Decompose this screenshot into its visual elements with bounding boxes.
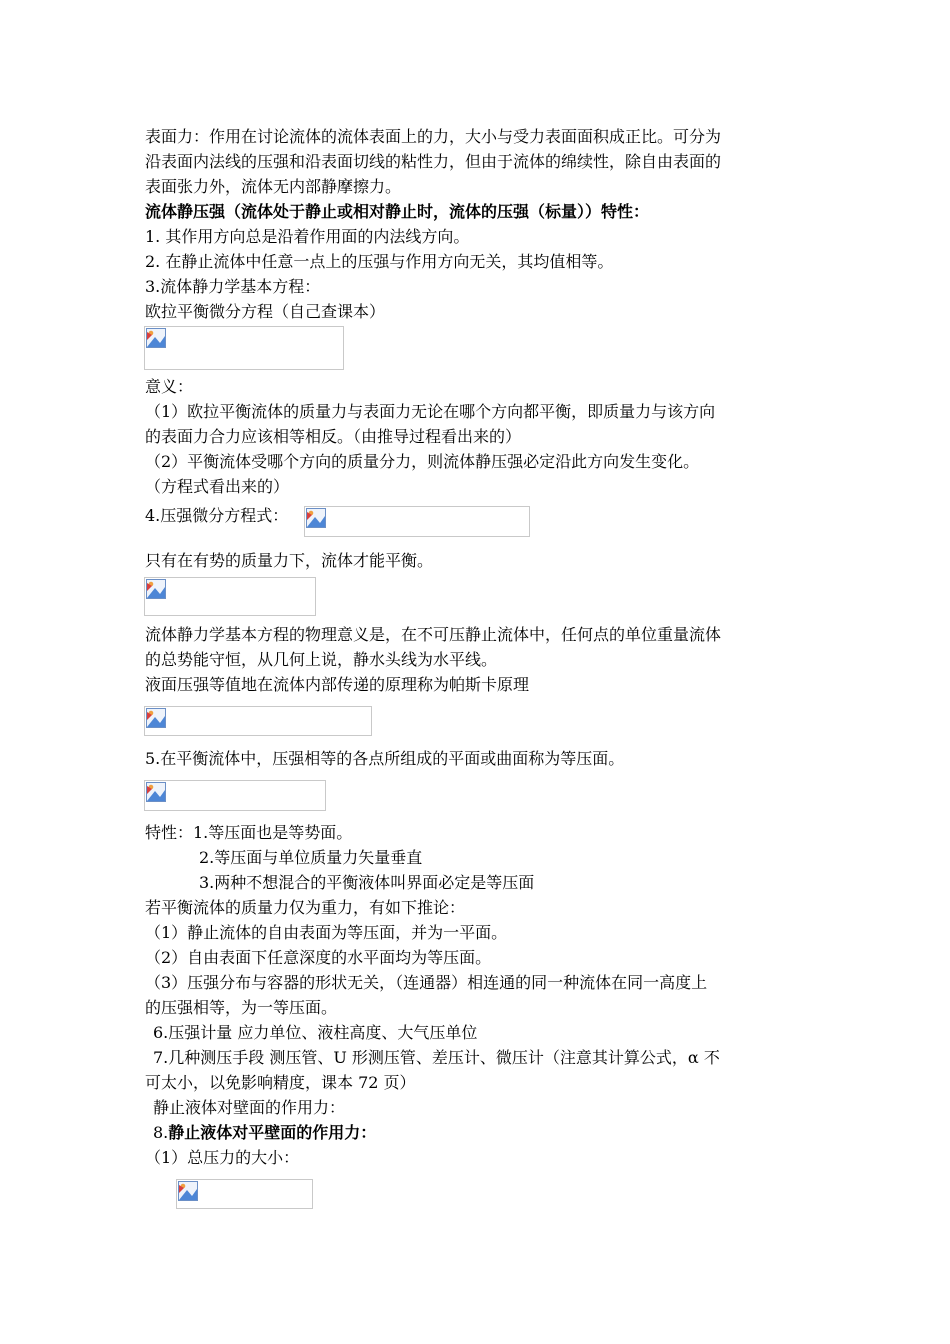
list-item: 3.两种不想混合的平衡液体叫界面必定是等压面 <box>199 873 535 892</box>
pascal-equation-image <box>144 706 372 736</box>
broken-image-icon <box>146 708 166 728</box>
paragraph-line: 表面力：作用在讨论流体的流体表面上的力，大小与受力表面面积成正比。可分为 <box>145 127 722 146</box>
paragraph-line: 意义： <box>145 377 194 396</box>
paragraph-line: （方程式看出来的） <box>145 477 290 496</box>
paragraph-line: 3.流体静力学基本方程： <box>145 277 321 296</box>
hydrostatic-equation-image <box>144 577 316 616</box>
paragraph-line: 静止液体对壁面的作用力： <box>153 1098 346 1117</box>
total-pressure-image <box>176 1179 313 1209</box>
paragraph-line: 沿表面内法线的压强和沿表面切线的粘性力，但由于流体的绵续性，除自由表面的 <box>145 152 722 171</box>
pressure-differential-equation-image <box>304 506 530 537</box>
list-item: 2.等压面与单位质量力矢量垂直 <box>199 848 423 867</box>
paragraph-line: （1）静止流体的自由表面为等压面，并为一平面。 <box>145 923 508 942</box>
broken-image-icon <box>306 508 326 528</box>
paragraph-line: （2）自由表面下任意深度的水平面均为等压面。 <box>145 948 492 967</box>
broken-image-icon <box>146 782 166 802</box>
paragraph-line: 欧拉平衡微分方程（自己查课本） <box>145 302 386 321</box>
paragraph-line: 特性：1.等压面也是等势面。 <box>145 823 353 842</box>
broken-image-icon <box>178 1181 198 1201</box>
section-title: 静止液体对平壁面的作用力： <box>168 1123 377 1142</box>
paragraph-line: 只有在有势的质量力下，流体才能平衡。 <box>145 551 434 570</box>
section-number: 8. <box>153 1123 169 1142</box>
broken-image-icon <box>146 579 166 599</box>
paragraph-line: （2）平衡流体受哪个方向的质量分力，则流体静压强必定沿此方向发生变化。 <box>145 452 700 471</box>
paragraph-line: （3）压强分布与容器的形状无关，（连通器）相连通的同一种流体在同一高度上 <box>145 973 708 992</box>
paragraph-line: 6.压强计量 应力单位、液柱高度、大气压单位 <box>153 1023 478 1042</box>
paragraph-line: （1）总压力的大小： <box>145 1148 300 1167</box>
paragraph-line: 可太小，以免影响精度，课本 72 页） <box>145 1073 416 1092</box>
list-item: 2. 在静止流体中任意一点上的压强与作用方向无关，其均值相等。 <box>145 252 614 271</box>
paragraph-line: （1）欧拉平衡流体的质量力与表面力无论在哪个方向都平衡，即质量力与该方向 <box>145 402 716 421</box>
paragraph-line: 5.在平衡流体中，压强相等的各点所组成的平面或曲面称为等压面。 <box>145 749 625 768</box>
paragraph-line: 4.压强微分方程式： <box>145 506 289 525</box>
paragraph-line: 若平衡流体的质量力仅为重力，有如下推论： <box>145 898 466 917</box>
list-item: 1. 其作用方向总是沿着作用面的内法线方向。 <box>145 227 470 246</box>
paragraph-line: 流体静力学基本方程的物理意义是，在不可压静止流体中，任何点的单位重量流体 <box>145 625 722 644</box>
paragraph-line: 的总势能守恒，从几何上说，静水头线为水平线。 <box>145 650 498 669</box>
section-heading: 流体静压强（流体处于静止或相对静止时，流体的压强（标量））特性： <box>145 202 650 221</box>
paragraph-line: 的表面力合力应该相等相反。（由推导过程看出来的） <box>145 427 522 446</box>
paragraph-line: 液面压强等值地在流体内部传递的原理称为帕斯卡原理 <box>145 675 530 694</box>
section-heading <box>153 1120 376 1145</box>
paragraph-line: 7.几种测压手段 测压管、U 形测压管、差压计、微压计（注意其计算公式，α 不 <box>153 1048 720 1067</box>
paragraph-line: 表面张力外，流体无内部静摩擦力。 <box>145 177 402 196</box>
paragraph-line: 的压强相等，为一等压面。 <box>145 998 338 1017</box>
isobaric-surface-image <box>144 780 326 811</box>
euler-equation-image <box>144 326 344 370</box>
broken-image-icon <box>146 328 166 348</box>
